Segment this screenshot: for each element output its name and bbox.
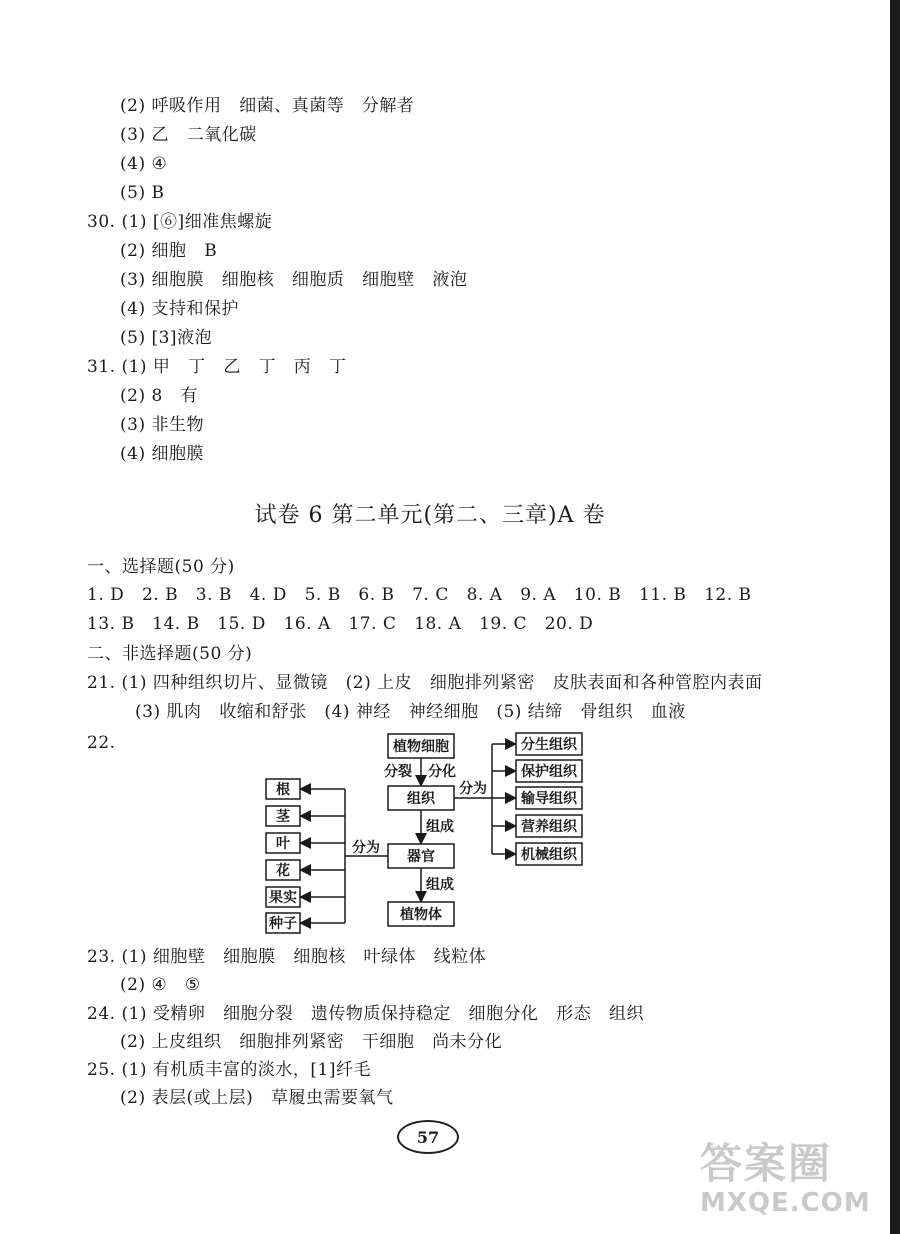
answer-31-2: (2) 8 有 xyxy=(120,386,199,406)
answer-25-2: (2) 表层(或上层) 草履虫需要氧气 xyxy=(120,1088,394,1108)
organ-item: 花 xyxy=(276,863,290,879)
organ-item: 茎 xyxy=(276,809,290,825)
answer-30-3: (3) 细胞膜 细胞核 细胞质 细胞壁 液泡 xyxy=(120,270,468,290)
tissue-item: 分生组织 xyxy=(521,737,577,753)
choice-answers-row-2: 13. B 14. B 15. D 16. A 17. C 18. A 19. C 20. D xyxy=(87,614,594,634)
tissue-item: 机械组织 xyxy=(521,847,577,863)
answer-30-1: 30. (1) [⑥]细准焦螺旋 xyxy=(87,212,273,232)
differentiate-label: 分化 xyxy=(428,764,456,780)
answer-23-2: (2) ④ ⑤ xyxy=(120,975,201,995)
answer-29-5: (5) B xyxy=(120,183,165,203)
organ-item: 果实 xyxy=(269,890,297,906)
page-number: 57 xyxy=(397,1120,459,1154)
answer-29-3: (3) 乙 二氧化碳 xyxy=(120,125,257,145)
tissue-item: 输导组织 xyxy=(521,791,577,807)
answer-21-line-2: (3) 肌肉 收缩和舒张 (4) 神经 神经细胞 (5) 结缔 骨组织 血液 xyxy=(135,702,686,722)
answer-30-5: (5) [3]液泡 xyxy=(120,328,213,348)
organ-item: 种子 xyxy=(269,916,297,932)
plant-structure-diagram xyxy=(0,725,900,940)
answer-31-3: (3) 非生物 xyxy=(120,415,204,435)
divide-label: 分裂 xyxy=(384,764,412,780)
answer-22-label: 22. xyxy=(87,733,116,753)
answer-29-4: (4) ④ xyxy=(120,154,168,174)
tissue-item: 营养组织 xyxy=(521,819,577,835)
organ-item: 叶 xyxy=(276,836,290,852)
section-nonchoice-heading: 二、非选择题(50 分) xyxy=(87,644,253,664)
answer-24-1: 24. (1) 受精卵 细胞分裂 遗传物质保持稳定 细胞分化 形态 组织 xyxy=(87,1004,644,1024)
watermark-logo-text: 答案圈 xyxy=(700,1139,833,1188)
split-into-label-right: 分为 xyxy=(459,781,487,797)
plant-cell-label: 植物细胞 xyxy=(393,739,449,755)
answer-29-2: (2) 呼吸作用 细菌、真菌等 分解者 xyxy=(120,96,415,116)
answer-30-2: (2) 细胞 B xyxy=(120,241,218,261)
compose-label-2: 组成 xyxy=(426,877,454,893)
plant-body-label: 植物体 xyxy=(400,907,442,923)
scan-edge xyxy=(890,0,900,1234)
tissue-label: 组织 xyxy=(407,791,435,807)
answer-30-4: (4) 支持和保护 xyxy=(120,299,239,319)
watermark xyxy=(700,1140,890,1225)
compose-label-1: 组成 xyxy=(426,819,454,835)
section-choice-heading: 一、选择题(50 分) xyxy=(87,557,235,577)
answer-21-line-1: 21. (1) 四种组织切片、显微镜 (2) 上皮 细胞排列紧密 皮肤表面和各种管腔内表面 xyxy=(87,673,763,693)
answer-31-1: 31. (1) 甲 丁 乙 丁 丙 丁 xyxy=(87,357,347,377)
answer-25-1: 25. (1) 有机质丰富的淡水，[1]纤毛 xyxy=(87,1060,372,1080)
tissue-item: 保护组织 xyxy=(521,764,577,780)
watermark-url: MXQE.COM xyxy=(700,1188,871,1218)
answer-31-4: (4) 细胞膜 xyxy=(120,444,204,464)
organ-item: 根 xyxy=(276,782,290,798)
answer-24-2: (2) 上皮组织 细胞排列紧密 干细胞 尚未分化 xyxy=(120,1032,503,1052)
exam-title: 试卷 6 第二单元(第二、三章)A 卷 xyxy=(254,503,606,528)
split-into-label-left: 分为 xyxy=(352,840,380,856)
choice-answers-row-1: 1. D 2. B 3. B 4. D 5. B 6. B 7. C 8. A 9. A 10. B 11. B 12. B xyxy=(87,585,752,605)
organ-label: 器官 xyxy=(407,849,435,865)
answer-23-1: 23. (1) 细胞壁 细胞膜 细胞核 叶绿体 线粒体 xyxy=(87,947,487,967)
